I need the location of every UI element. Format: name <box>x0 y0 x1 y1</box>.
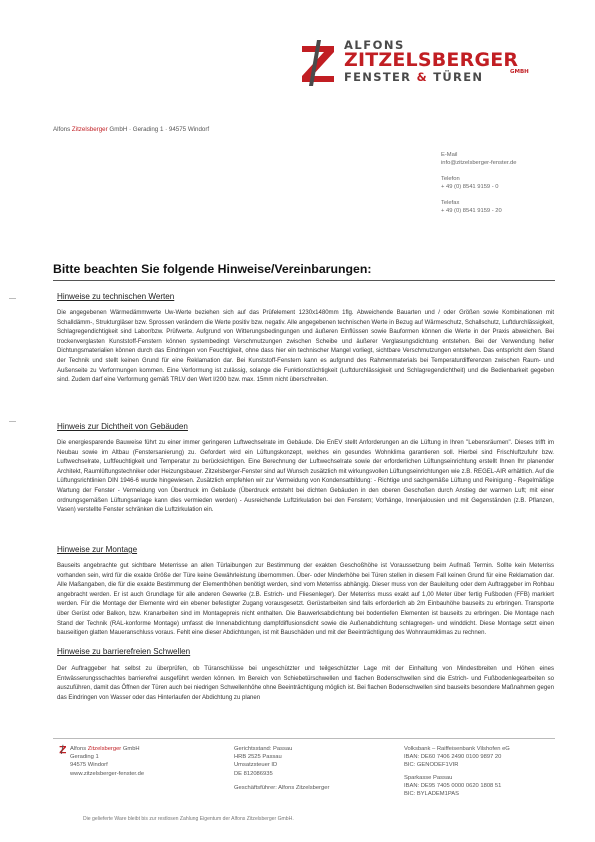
logo-word-fenster: FENSTER <box>344 70 412 84</box>
z-logo-small-icon <box>58 744 68 754</box>
footer-court: Gerichtsstand: Passau <box>234 746 293 752</box>
logo-ampersand: & <box>416 70 428 84</box>
logo-line-first-name: ALFONS <box>344 38 405 52</box>
footer-bank2-name: Sparkasse Passau <box>404 774 453 781</box>
title-divider <box>53 280 555 281</box>
fold-mark <box>9 298 16 299</box>
footer-divider <box>53 738 555 739</box>
section-text-installation: Bauseits angebrachte gut sichtbare Meterrisse an allen Türlaibungen zur Bestimmung der exakten Geschoßhöhe ist Voraussetzung beim Aufmaß Termin. Sollte kein Meterriss vorhanden sein, wird für die exakte Größe der Türe keine Gewährleistung übernommen. Über- oder Minderhöhe bei Türen stellen in diesem Fall keinen Grund für eine Reklamation dar. Alle Maßangaben, die für die exakte Bestimmung der Elementhöhen benötigt werden, sind vom Meterriss abhängig. Dieser muss von der Bauleitung oder dem Auftraggeber im Rohbau angebracht werden. Er ist auch Grundlage für alle anderen Gewerke (z.B. Estrich- und Fliesenleger). Der Meterriss muss exakt auf 1,00 Meter über fertig Fußboden (FFB) markiert werden. Für die Montage der Elemente wird ein ebener befestigter Zugang vorausgesetzt. Gerüstarbeiten sind falls erforderlich ab 2m Einbauhöhe bauseits zu erbringen. Transporte über Gerüst oder Balkon, bzw. Kranarbeiten sind im Montagepreis nicht enthalten. Die Bauwerksabdichtung bei bodentiefen Elementen ist bauseits zu erbringen. Die Montage nach Stand der Technik (RAL-konforme Montage) umfasst die Innenabdichtung dampfdiffusionsdicht sowie die Außenabdichtung schlagregen- und winddicht. Diese Montage setzt einen bauseitigen glatten Maueranschluss voraus. Fehlt eine dieser Abdichtungen, ist mit Bauschäden und mit der Beeinträchtigung des Wohnraumklimas zu rechnen. <box>57 563 554 637</box>
footer-bank1-name: Volksbank – Raiffeisenbank Vilshofen eG <box>404 746 510 752</box>
footer-tax-label: Umsatzsteuer ID <box>234 762 278 769</box>
footer-bank2-iban: IBAN: DE95 7405 0000 0620 1808 51 <box>404 782 502 789</box>
footer-hrb: HRB 2525 Passau <box>234 754 282 761</box>
section-title-tightness: Hinweis zur Dichtheit von Gebäuden <box>57 422 188 431</box>
section-title-installation: Hinweise zur Montage <box>57 545 138 554</box>
footer-company-suffix: GmbH <box>121 746 140 752</box>
footer-company-name <box>70 745 144 753</box>
footer-tax-id: DE 812086935 <box>234 770 273 777</box>
section-title-thresholds: Hinweise zu barrierefreien Schwellen <box>57 647 191 656</box>
footer-company-column <box>70 745 144 778</box>
logo-line-surname: ZITZELSBERGER <box>344 49 519 71</box>
page-title: Bitte beachten Sie folgende Hinweise/Vereinbarungen: <box>53 262 372 276</box>
footer-company-red: Zitzelsberger <box>87 746 122 752</box>
section-title-technical: Hinweise zu technischen Werten <box>57 292 175 301</box>
logo-word-tueren: TÜREN <box>433 70 484 84</box>
logo-line-tagline <box>344 70 483 84</box>
email-label: E-Mail <box>441 152 458 158</box>
punch-mark <box>9 421 16 422</box>
sender-suffix: GmbH · Gerading 1 · 94575 Windorf <box>107 126 210 133</box>
company-logo <box>298 36 568 96</box>
sender-address-line <box>53 126 209 133</box>
footer-director: Geschäftsführer: Alfons Zitzelsberger <box>234 784 330 791</box>
footer-website[interactable]: www.zitzelsberger-fenster.de <box>70 770 145 777</box>
email-value[interactable]: info@zitzelsberger-fenster.de <box>441 160 517 166</box>
footer-bank2-bic: BIC: BYLADEM1PAS <box>404 791 459 798</box>
retention-of-title-note: Die gelieferte Ware bleibt bis zur restlosen Zahlung Eigentum der Alfons Zitzelsberger GmbH. <box>83 816 294 822</box>
footer-street: Gerading 1 <box>70 754 99 761</box>
footer-city: 94575 Windorf <box>70 762 108 769</box>
fax-value: + 49 (0) 8541 9159 - 20 <box>441 208 502 214</box>
footer-bank-column <box>404 745 510 798</box>
phone-label: Telefon <box>441 176 460 182</box>
section-text-technical: Die angegebenen Wärmedämmwerte Uw-Werte beziehen sich auf das Prüfelement 1230x1480mm 1flg. Abweichende Bauarten und / oder Größen sowie Kombinationen mit Schalldämm-, Strukturgläser bzw. Sprossen verändern die Werte positiv bzw. negativ. Alle angegebenen technischen Werte in Bezug auf Wärmeschutz, Schallschutz, Luftdurchlässigkeit, Schlagregendichtigkeit sind Labor/bzw. Prüfwerte. Aufgrund von Witterungsbedingungen und äußeren Einflüssen sowie Bauformen können die Werte in der Praxis abweichen. Bei trockenverglasten Kunststoff-Fenstern können systembedingt Verschmutzungen zwischen Scheibe und äußerer Verglasungsdichtung entstehen. Bei der Verwendung heller Dichtungsmaterialien können durch das Eindringen von Feuchtigkeit, ohne dass hier ein technischer Mangel vorliegt, sichtbare Verschmutzungen entstehen. Das entspricht dem Stand der Technik und stellt keinen Grund für eine Reklamation dar. Bei Kunststoff-Fenstern kann es aufgrund des Rahmenmaterials bei Temperaturdifferenzen zwischen Raum- und Außenseite zu Verformungen kommen. Eine Verformung ist zulässig, solange die Funktionstüchtigkeit (Luftdurchlässigkeit und Schlagregendichtheit) und die Bedienbarkeit gegeben sind. Zudem darf eine Verformung gemäß TRLV den Wert l/200 bzw. max. 15mm nicht überschreiten. <box>57 310 554 384</box>
footer-bank1-iban: IBAN: DE60 7406 2490 0100 9897 20 <box>404 754 502 761</box>
sender-prefix: Alfons <box>53 126 72 133</box>
phone-value: + 49 (0) 8541 9159 - 0 <box>441 184 499 190</box>
sender-name-red: Zitzelsberger <box>71 126 108 133</box>
footer-bank1-bic: BIC: GENODEF1VIR <box>404 762 459 769</box>
section-text-thresholds: Der Auftraggeber hat selbst zu überprüfen, ob Türanschlüsse bei ungeschützter und teilgeschützter Lage mit der Einhaltung von Mindestbreiten und Höhen eines Entwässerungsschachtes barrierefrei ausgeführt werden können. Im Bereich von Schiebetürschwellen und flachen Bodenschwellen sind die Estrich- und Fußbodenlegearbeiten so auszuführen, damit das Öffnen der Türen auch bei niedrigen Schwellenhöhe ohne Beeinträchtigung möglich ist. Bei flachen Bodenschwellen sind bauseits besondere Maßnahmen gegen das Eindringen von Wasser oder das Hinterlaufen der Abdichtung zu planen <box>57 666 554 701</box>
z-logo-icon <box>298 36 340 86</box>
footer-company-prefix: Alfons <box>70 746 88 752</box>
footer-legal-column <box>234 745 329 792</box>
section-text-tightness: Die energiesparende Bauweise führt zu einer immer geringeren Luftwechselrate im Gebäude. Die EnEV stellt Anforderungen an die Lüftung in Ihren "Lebensräumen". Dieses trifft im Neubau sowie im Altbau (Fenstersanierung) zu. Gefordert wird ein Lüftungskonzept, welches ein gesundes Wohnklima garantieren soll. Hierbei sind Frischluftzufuhr bzw. Luftwechselrate, Luftfeuchtigkeit und Temperatur zu berücksichtigen. Eine Berechnung der Luftwechselrate sowie der erforderlichen Lüftungseinrichtung erstellt Ihnen Ihr planender Architekt, Raumlüftungstechniker oder Heizungsbauer. Zitzelsberger-Fenster sind auf Wunsch zusätzlich mit wirkungsvollen Lüftungseinrichtungen wie z.B. REGEL-AIR erhältlich. Auf die Lüftungsrichtlinien DIN 1946-6 wurde hingewiesen. Zusätzlich empfehlen wir zur Vermeidung von Kondensatbildung: - Richtige und sachgemäße Lüftung und Reinigung - Regelmäßige Wartung der Fenster - Vermeidung von Überdruck im Gebäude (Überdruck entsteht bei dichten Gebäuden in den oberen Geschoßen durch Anstieg der warmen Luft; mit einer ordnungsgemäßen Lüftungsanlage kann dies vermieden werden) - Ausreichende Luftzirkulation bei den Fenstern; Vorhänge, Innenjalousien und mit Gegenständen (z.B. Pflanzen, Vasen) verstellte Fenster schränken die Luftzirkulation ein. <box>57 440 554 514</box>
logo-gmbh: GMBH <box>510 69 529 75</box>
fax-label: Telefax <box>441 200 460 206</box>
